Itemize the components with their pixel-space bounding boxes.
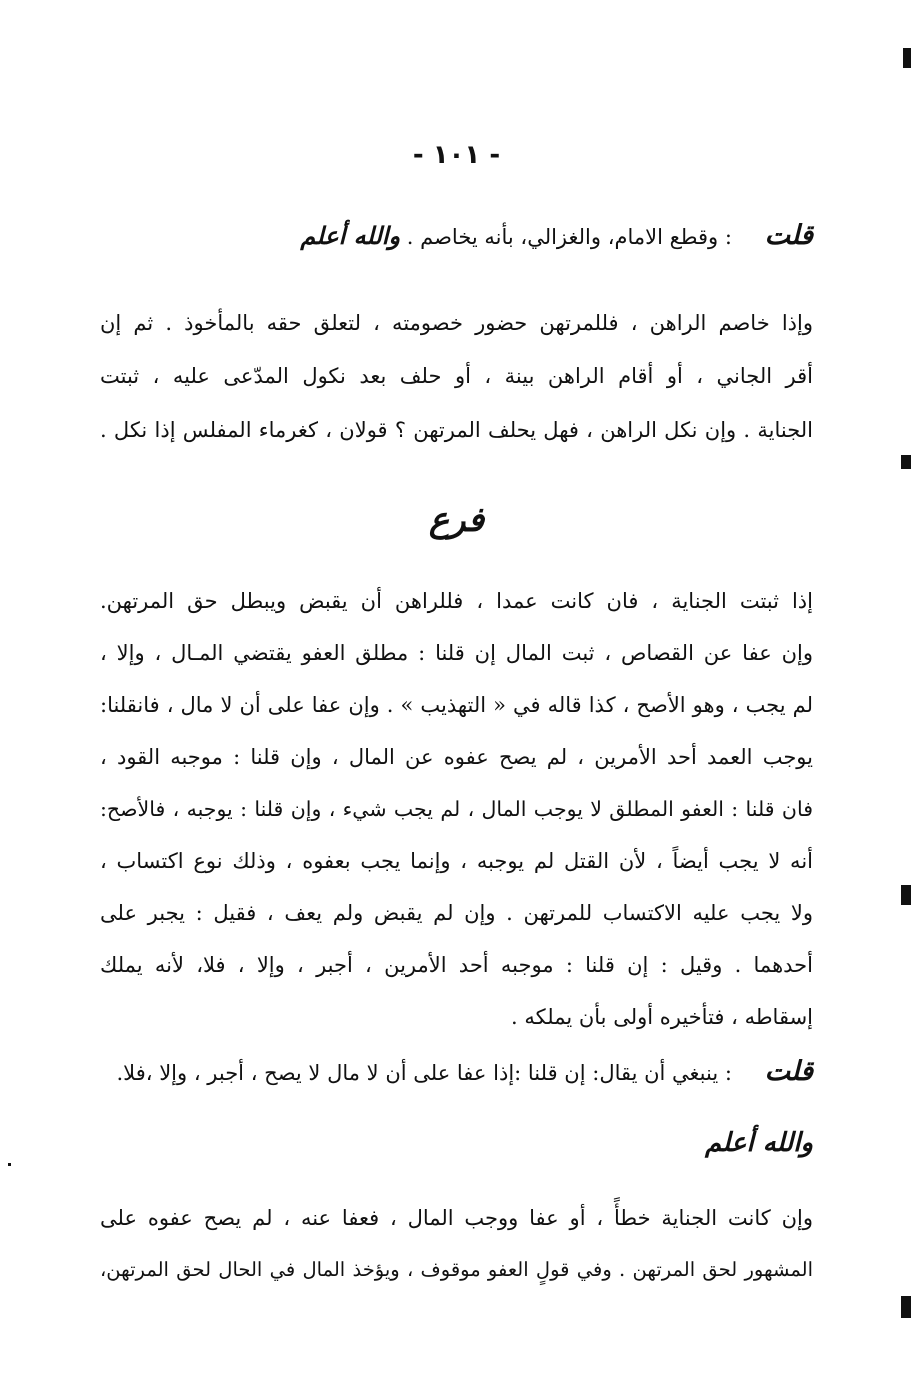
scan-mark (901, 455, 911, 469)
para3-line-2: المشهور لحق المرتهن . وفي قولٍ العفو موقوف ، ويؤخذ المال في الحال لحق المرتهن، (100, 1258, 813, 1281)
qult-text-1: : وقطع الامام، والغزالي، بأنه يخاصم . (406, 225, 732, 249)
scan-mark (901, 885, 911, 905)
qult-label: قلت (764, 220, 813, 251)
para1-line-1: وإذا خاصم الراهن ، فللمرتهن حضور خصومته ، لتعلق حقه بالمأخوذ . ثم إن (100, 311, 813, 335)
para2-line-8: أحدهما . وقيل : إن قلنا : موجبه أحد الأمرين ، أجبر ، وإلا ، فلا، لأنه يملك (100, 953, 813, 977)
scan-mark (903, 48, 911, 68)
wallahu-alam-inline: والله أعلم (300, 221, 401, 250)
para2-line-3: لم يجب ، وهو الأصح ، كذا قاله في « التهذيب » . وإن عفا على أن لا مال ، فانقلنا: (100, 693, 813, 717)
para2-line-1: إذا ثبتت الجناية ، فان كانت عمدا ، فللراهن أن يقبض ويبطل حق المرتهن. (100, 589, 813, 613)
page-number: - ١٠١ - (412, 140, 501, 170)
wallahu-alam-standalone: والله أعلم (705, 1128, 813, 1158)
qult-line-2 (100, 1058, 813, 1085)
para2-line-7: ولا يجب عليه الاكتساب للمرتهن . وإن لم يقبض ولم يعف ، فقيل : يجبر على (100, 901, 813, 925)
para2-line-2: وإن عفا عن القصاص ، ثبت المال إن قلنا : مطلق العفو يقتضي المـال ، وإلا ، (100, 641, 813, 665)
qult-text-2: : ينبغي أن يقال: إن قلنا :إذا عفا على أن لا مال لا يصح ، أجبر ، وإلا ،فلا. (116, 1061, 732, 1085)
para1-line-2: أقر الجاني ، أو أقام الراهن بينة ، أو حلف بعد نكول المدّعى عليه ، ثبتت (100, 364, 813, 388)
para2-line-4: يوجب العمد أحد الأمرين ، لم يصح عفوه عن المال ، وإن قلنا : موجبه القود ، (100, 745, 813, 769)
qult-line-1 (100, 222, 813, 249)
scan-mark (8, 1163, 11, 1166)
para2-line-9: إسقاطه ، فتأخيره أولى بأن يملكه . (511, 1005, 813, 1029)
para2-line-5: فان قلنا : العفو المطلق لا يوجب المال ، لم يجب شيء ، وإن قلنا : يوجبه ، فالأصح: (100, 797, 813, 821)
para2-line-6: أنه لا يجب أيضاً ، لأن القتل لم يوجبه ، وإنما يجب بعفوه ، وذلك نوع اكتساب ، (100, 849, 813, 873)
section-heading: فرع (428, 500, 485, 540)
scan-mark (901, 1296, 911, 1318)
para1-line-3: الجناية . وإن نكل الراهن ، فهل يحلف المرتهن ؟ قولان ، كغرماء المفلس إذا نكل . (100, 418, 813, 442)
para3-line-1: وإن كانت الجناية خطأً ، أو عفا ووجب المال ، فعفا عنه ، لم يصح عفوه على (100, 1206, 813, 1230)
qult-label-2: قلت (764, 1056, 813, 1087)
